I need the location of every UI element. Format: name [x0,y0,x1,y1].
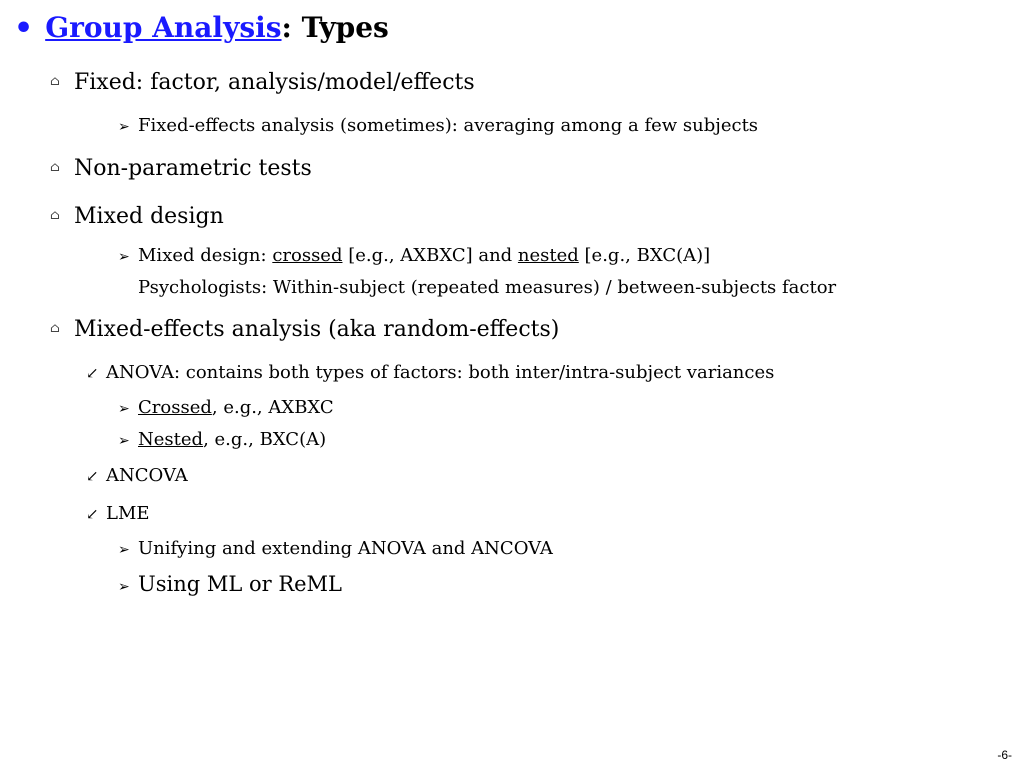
sub-bullet-nested [118,429,326,450]
bullet-mixed-effects [50,317,559,342]
nested-term: Nested [138,429,204,450]
crossed-term: Crossed [138,397,212,418]
title-bullet: • [14,11,34,46]
slide-title [14,10,389,45]
psychologists-line: Psychologists: Within-subject (repeated measures) / between-subjects factor [138,277,837,298]
bullet-text: Using ML or ReML [138,572,343,596]
crossed-term: crossed [272,245,343,266]
bullet-text: ANCOVA [106,465,188,486]
bullet-text: Fixed-effects analysis (sometimes): averaging among a few subjects [138,115,759,136]
bullet-nonparametric [50,156,312,181]
sub-bullet-lme [86,503,150,524]
arrow-marker-icon: ➢ [118,401,130,417]
sub-bullet-unifying [118,538,553,559]
sub-bullet-mixed-design [118,245,710,266]
sub-bullet-crossed [118,397,334,418]
text-part: Mixed design: [138,245,273,266]
text-part: [e.g., AXBXC] and [342,245,518,266]
bullet-marker-icon: ⌂ [50,160,60,175]
nested-term: nested [517,245,579,266]
diagonal-arrow-icon: ↙ [86,364,99,382]
arrow-marker-icon: ➢ [118,433,130,449]
text-part: , e.g., BXC(A) [203,429,327,450]
bullet-text: Fixed: factor, analysis/model/effects [74,70,475,95]
arrow-marker-icon: ➢ [118,542,130,558]
page-number: -6- [997,748,1012,762]
bullet-marker-icon: ⌂ [50,208,60,223]
bullet-fixed [50,70,475,95]
diagonal-arrow-icon: ↙ [86,467,99,485]
bullet-mixed-design [50,204,224,229]
arrow-marker-icon: ➢ [118,249,130,265]
bullet-text: Mixed-effects analysis (aka random-effects) [74,317,560,342]
text-part: [e.g., BXC(A)] [578,245,711,266]
title-suffix: : Types [281,11,389,44]
diagonal-arrow-icon: ↙ [86,505,99,523]
sub-bullet-ancova [86,465,188,486]
sub-bullet-anova [86,362,774,383]
bullet-text: ANOVA: contains both types of factors: both inter/intra-subject variances [106,362,775,383]
arrow-marker-icon: ➢ [118,579,130,595]
bullet-marker-icon: ⌂ [50,74,60,89]
bullet-text: Mixed design [74,204,224,229]
arrow-marker-icon: ➢ [118,119,130,135]
group-analysis-link[interactable]: Group Analysis [45,11,282,44]
bullet-text: Unifying and extending ANOVA and ANCOVA [138,538,553,559]
bullet-marker-icon: ⌂ [50,321,60,336]
sub-bullet-fixed-effects [118,115,758,136]
bullet-text: Non-parametric tests [74,156,312,181]
bullet-text: LME [106,503,150,524]
text-part: , e.g., AXBXC [211,397,334,418]
sub-bullet-ml-reml [118,572,342,596]
